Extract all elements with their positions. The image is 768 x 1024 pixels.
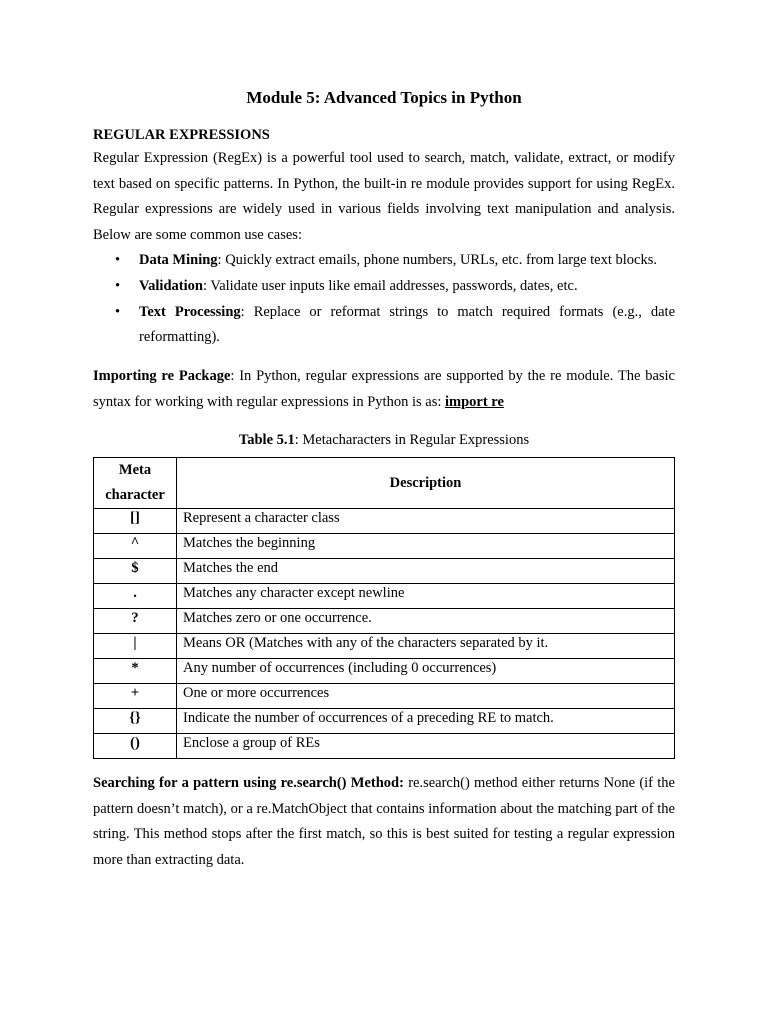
description-cell: Matches zero or one occurrence. (177, 609, 675, 634)
use-case-term: Validation (139, 278, 203, 294)
metacharacter-table (93, 457, 675, 759)
header-meta-line2: character (105, 487, 165, 503)
table-row (94, 734, 675, 759)
use-case-term: Data Mining (139, 252, 218, 268)
list-item (115, 248, 675, 273)
search-paragraph (93, 771, 675, 873)
header-meta-line1: Meta (118, 462, 152, 478)
list-item (115, 300, 676, 350)
symbol-cell: () (94, 734, 177, 759)
list-item (115, 274, 675, 299)
table-header-row (94, 458, 675, 509)
importing-paragraph (93, 364, 675, 415)
symbol-cell: . (94, 584, 177, 609)
symbol-cell: ^ (94, 534, 177, 559)
table-row (94, 584, 675, 609)
table-caption-text: : Metacharacters in Regular Expressions (294, 432, 530, 448)
symbol-cell: + (94, 684, 177, 709)
module-title: Module 5: Advanced Topics in Python (246, 88, 522, 107)
table-row (94, 534, 675, 559)
description-cell: One or more occurrences (177, 684, 675, 709)
importing-text: : In Python, regular expressions are supported by the re module. The basic syntax for working with regular expressions in Python is as: (93, 368, 675, 410)
bullet-icon: • (115, 304, 121, 320)
use-case-list (93, 248, 675, 350)
table-row (94, 509, 675, 534)
table-row (94, 684, 675, 709)
document-page (93, 86, 675, 873)
use-case-term: Text Processing (139, 304, 241, 320)
header-meta-character (94, 458, 177, 509)
table-caption (93, 429, 675, 451)
description-cell: Any number of occurrences (including 0 occurrences) (177, 659, 675, 684)
description-cell: Enclose a group of REs (177, 734, 675, 759)
description-cell: Indicate the number of occurrences of a preceding RE to match. (177, 709, 675, 734)
description-cell: Represent a character class (177, 509, 675, 534)
table-row (94, 559, 675, 584)
table-row (94, 659, 675, 684)
intro-paragraph: Regular Expression (RegEx) is a powerful tool used to search, match, validate, extract, or modify text based on specific patterns. In Python, the built-in re module provides support for using RegEx. Regular expressions are widely used in various fields involving text manipulation and analysis. Below are some common use cases: (93, 150, 675, 243)
symbol-cell: {} (94, 709, 177, 734)
table-row (94, 634, 675, 659)
bullet-icon: • (115, 278, 121, 294)
use-case-text: : Quickly extract emails, phone numbers, URLs, etc. from large text blocks. (217, 252, 658, 268)
symbol-cell: | (94, 634, 177, 659)
table-caption-label: Table 5.1 (238, 432, 295, 448)
table-row (94, 609, 675, 634)
use-case-text: : Replace or reformat strings to match required formats (e.g., date reformatting). (139, 304, 676, 345)
symbol-cell: ? (94, 609, 177, 634)
table-row (94, 709, 675, 734)
section-heading: REGULAR EXPRESSIONS (93, 127, 270, 143)
description-cell: Means OR (Matches with any of the characters separated by it. (177, 634, 675, 659)
description-cell: Matches any character except newline (177, 584, 675, 609)
header-description: Description (177, 458, 675, 509)
import-code: import re (445, 393, 504, 410)
search-text: re.search() method either returns None (if the pattern doesn’t match), or a re.MatchObject that contains information about the matching part of the string. This method stops after the first match, so this is best suited for testing a regular expression more than extracting data. (93, 775, 675, 868)
symbol-cell: $ (94, 559, 177, 584)
bullet-icon: • (115, 252, 121, 268)
importing-label: Importing re Package (93, 368, 231, 384)
symbol-cell: [] (94, 509, 177, 534)
description-cell: Matches the end (177, 559, 675, 584)
search-label: Searching for a pattern using re.search() Method: (93, 775, 404, 791)
description-cell: Matches the beginning (177, 534, 675, 559)
symbol-cell: * (94, 659, 177, 684)
use-case-text: : Validate user inputs like email addresses, passwords, dates, etc. (202, 278, 578, 294)
